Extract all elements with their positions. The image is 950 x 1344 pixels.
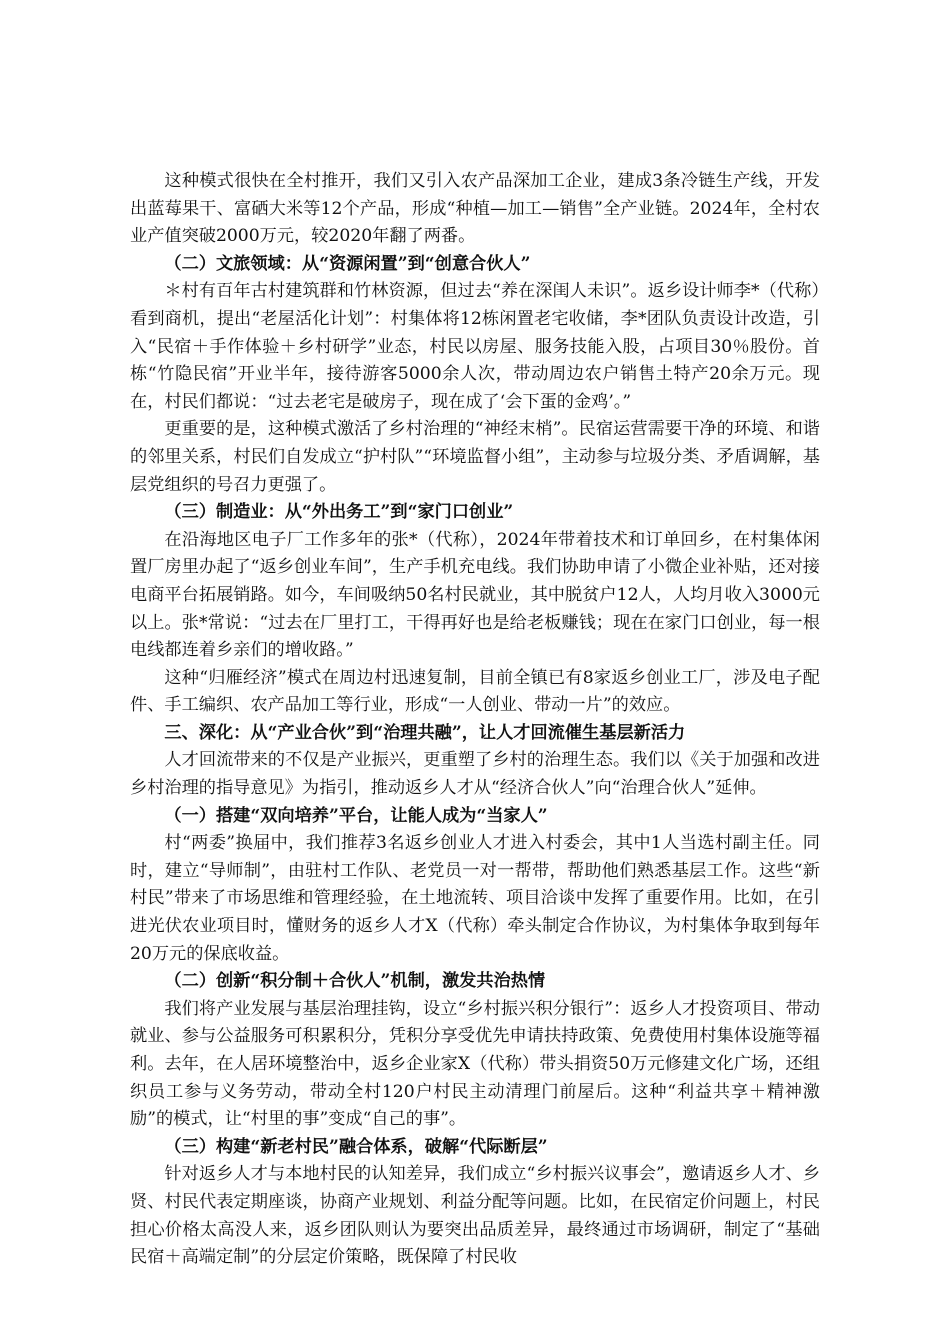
heading-section-three: 三、深化：从“产业合伙”到“治理共融”，让人才回流催生基层新活力	[164, 722, 686, 743]
heading-manufacturing: （三）制造业：从“外出务工”到“家门口创业”	[164, 502, 514, 523]
paragraph-governance-ecology: 人才回流带来的不仅是产业振兴，更重塑了乡村的治理生态。我们以《关于加强和改进乡村治理的指导意见》为指引，推动返乡人才从“经济合伙人”向“治理合伙人”延伸。	[130, 750, 820, 799]
paragraph-old-house-plan: ＊村有百年古村建筑群和竹林资源，但过去“养在深闺人未识”。返乡设计师李*（代称）看到商机，提出“老屋活化计划”：村集体将12栋闲置老宅收储，李*团队负责设计改造，引入“民宿＋手作体验＋乡村研学”业态，村民以房屋、服务技能入股，占项目30％股份。首栋“竹隐民宿”开业半年，接待游客5000余人次，带动周边农户销售土特产20余万元。现在，村民们都说：“过去老宅是破房子，现在成了‘会下蛋的金鸡’。”	[130, 281, 820, 412]
paragraph-revitalization-council: 针对返乡人才与本地村民的认知差异，我们成立“乡村振兴议事会”，邀请返乡人才、乡贤、村民代表定期座谈，协商产业规划、利益分配等问题。比如，在民宿定价问题上，村民担心价格太高没人来，返乡团队则认为要突出品质差异，最终通过市场调研，制定了“基础民宿＋高端定制”的分层定价策略，既保障了村民收	[130, 1164, 820, 1268]
heading-integration: （三）构建“新老村民”融合体系，破解“代际断层”	[164, 1136, 548, 1157]
heading-two-way-training: （一）搭建“双向培养”平台，让能人成为“当家人”	[164, 805, 548, 826]
paragraph-points-bank: 我们将产业发展与基层治理挂钩，设立“乡村振兴积分银行”：返乡人才投资项目、带动就业、参与公益服务可积累积分，凭积分享受优先申请扶持政策、免费使用村集体设施等福利。去年，在人居环境整治中，返乡企业家X（代称）带头捐资50万元修建文化广场，还组织员工参与义务劳动，带动全村120户村民主动清理门前屋后。这种“利益共享＋精神激励”的模式，让“村里的事”变成“自己的事”。	[130, 998, 820, 1130]
heading-points-partner: （二）创新“积分制＋合伙人”机制，激发共治热情	[164, 971, 546, 992]
paragraph-returning-economy: 这种“归雁经济”模式在周边村迅速复制，目前全镇已有8家返乡创业工厂，涉及电子配件、手工编织、农产品加工等行业，形成“一人创业、带动一片”的效应。	[130, 667, 820, 716]
paragraph-cold-chain: 这种模式很快在全村推开，我们又引入农产品深加工企业，建成3条冷链生产线，开发出蓝莓果干、富硒大米等12个产品，形成“种植—加工—销售”全产业链。2024年，全村农业产值突破2000万元，较2020年翻了两番。	[130, 171, 820, 247]
paragraph-governance-nerves: 更重要的是，这种模式激活了乡村治理的“神经末梢”。民宿运营需要干净的环境、和谐的邻里关系，村民们自发成立“护村队”“环境监督小组”，主动参与垃圾分类、矛盾调解，基层党组织的号召力更强了。	[130, 419, 820, 495]
paragraph-village-committee: 村“两委”换届中，我们推荐3名返乡创业人才进入村委会，其中1人当选村副主任。同时，建立“导师制”，由驻村工作队、老党员一对一帮带，帮助他们熟悉基层工作。这些“新村民”带来了市场思维和管理经验，在土地流转、项目洽谈中发挥了重要作用。比如，在引进光伏农业项目时，懂财务的返乡人才X（代称）牵头制定合作协议，为村集体争取到每年20万元的保底收益。	[130, 833, 820, 964]
heading-culture-tourism: （二）文旅领域：从“资源闲置”到“创意合伙人”	[164, 253, 531, 274]
document-body	[130, 168, 820, 1272]
paragraph-workshop: 在沿海地区电子厂工作多年的张*（代称），2024年带着技术和订单回乡，在村集体闲置厂房里办起了“返乡创业车间”，生产手机充电线。我们协助申请了小微企业补贴，还对接电商平台拓展销路。如今，车间吸纳50名村民就业，其中脱贫户12人，人均月收入3000元以上。张*常说：“过去在厂里打工，干得再好也是给老板赚钱；现在在家门口创业，每一根电线都连着乡亲们的增收路。”	[130, 529, 820, 661]
